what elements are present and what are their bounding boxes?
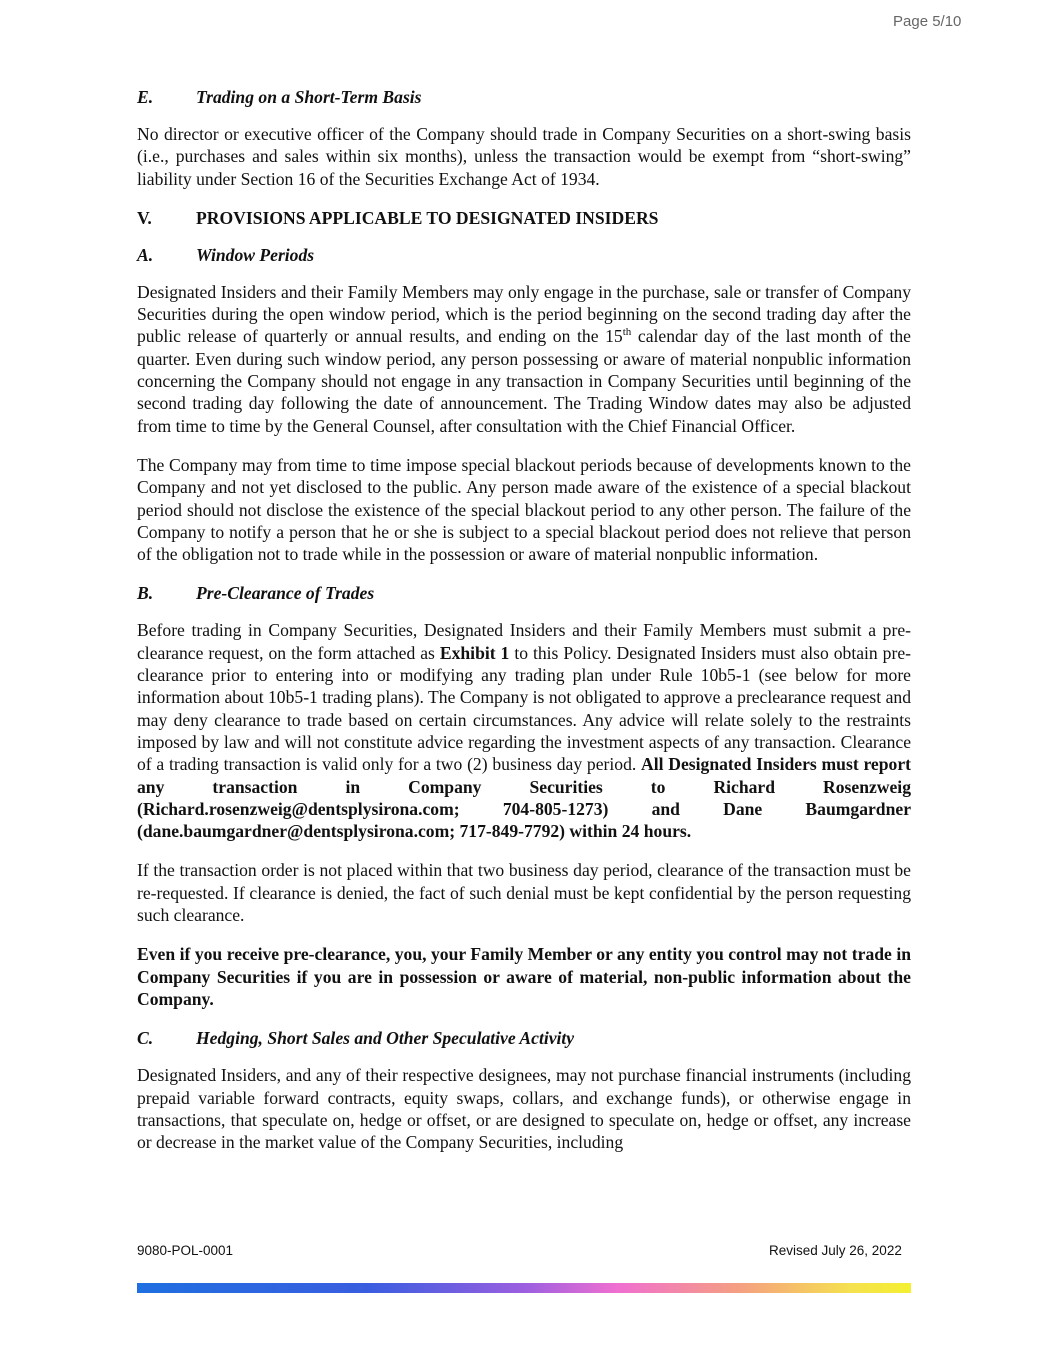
section-a-heading	[137, 244, 911, 270]
document-id: 9080-POL-0001	[137, 1243, 234, 1258]
superscript-th: th	[622, 326, 632, 339]
section-a-title: Window Periods	[196, 244, 315, 265]
section-e-number: E.	[137, 87, 154, 107]
section-b-heading	[137, 582, 911, 608]
section-a-number: A.	[137, 244, 154, 265]
section-e-heading	[137, 86, 911, 112]
section-b-paragraph-2: If the transaction order is not placed within that two business day period, clearance of the transaction must be re-requested. If clearance is denied, the fact of such denial must be kept confidential by the person requesting such clearance.	[137, 860, 911, 926]
section-b-p1-part1: Before trading in Company Securities, Designated Insiders and their Family Members must submit a pre-clearance request, on the form attached as	[137, 620, 911, 663]
section-v-title: PROVISIONS APPLICABLE TO DESIGNATED INSIDERS	[196, 207, 659, 228]
reporting-requirement: All Designated Insiders must report any transaction in Company Securities to Richard Rosenzweig (Richard.rosenzweig@dentsplysirona.com; 704-805-1273) and Dane Baumgardner (dane.baumgardner@dentsplysirona.com; 717-849-7792) within 24 hours.	[137, 754, 911, 842]
section-e-paragraph: No director or executive officer of the Company should trade in Company Securities on a short-swing basis (i.e., purchases and sales within six months), unless the transaction would be exempt from “short-swing” liability under Section 16 of the Securities Exchange Act of 1934.	[137, 124, 911, 189]
document-body	[137, 86, 911, 1153]
section-a-paragraph-2: The Company may from time to time impose special blackout periods because of developments known to the Company and not yet disclosed to the public. Any person made aware of the existence of a special blackout period should not disclose the existence of the special blackout period to any other person. The failure of the Company to notify a person that he or she is subject to a special blackout period does not relieve that person of the obligation not to trade while in the possession or aware of material nonpublic information.	[137, 454, 911, 565]
section-v-number: V.	[137, 207, 152, 228]
section-v-heading	[137, 207, 911, 233]
section-c-heading	[137, 1027, 911, 1053]
section-b-title: Pre-Clearance of Trades	[196, 583, 375, 604]
section-c-title: Hedging, Short Sales and Other Speculative Activity	[196, 1028, 575, 1049]
footer-color-bar	[137, 1283, 911, 1293]
section-a-p1-part2: calendar day of the last month of the quarter. Even during such window period, any person possessing or aware of material nonpublic information concerning the Company should not engage in any transaction in Company Securities until beginning of the second trading day following the date of announcement. The Trading Window dates may also be adjusted from time to time by the General Counsel, after consultation with the Chief Financial Officer.	[137, 326, 911, 436]
section-b-paragraph-3: Even if you receive pre-clearance, you, your Family Member or any entity you control may not trade in Company Securities if you are in possession or aware of material, non-public information about the Company.	[137, 944, 911, 1009]
page-number: Page 5/10	[893, 13, 962, 30]
section-c-number: C.	[137, 1028, 154, 1049]
section-a-p1-part1: Designated Insiders and their Family Members may only engage in the purchase, sale or transfer of Company Securities during the open window period, which is the period beginning on the second trading day after the public release of quarterly or annual results, and ending on the 15	[137, 281, 911, 347]
section-c-paragraph: Designated Insiders, and any of their respective designees, may not purchase financial instruments (including prepaid variable forward contracts, equity swaps, collars, and exchange funds), or otherwise engage in transactions, that speculate on, hedge or offset, or are designed to speculate on, hedge or offset, any increase or decrease in the market value of the Company Securities, including	[137, 1065, 911, 1153]
section-b-p1-part2: to this Policy. Designated Insiders must also obtain pre-clearance prior to entering into or modifying any trading plan under Rule 10b5-1 (see below for more information about 10b5-1 trading plans). The Company is not obligated to approve a preclearance request and may deny clearance to trade based on certain circumstances. Any advice will relate solely to the restraints imposed by law and will not constitute advice regarding the investment aspects of any transaction. Clearance of a trading transaction is valid only for a two (2) business day period.	[137, 642, 911, 775]
section-e-title: Trading on a Short-Term Basis	[196, 87, 422, 107]
exhibit-reference: Exhibit 1	[439, 642, 510, 663]
section-b-number: B.	[137, 583, 154, 604]
revision-date: Revised July 26, 2022	[769, 1243, 902, 1258]
section-a-paragraph-1	[137, 281, 911, 437]
section-b-paragraph-1	[137, 619, 911, 842]
